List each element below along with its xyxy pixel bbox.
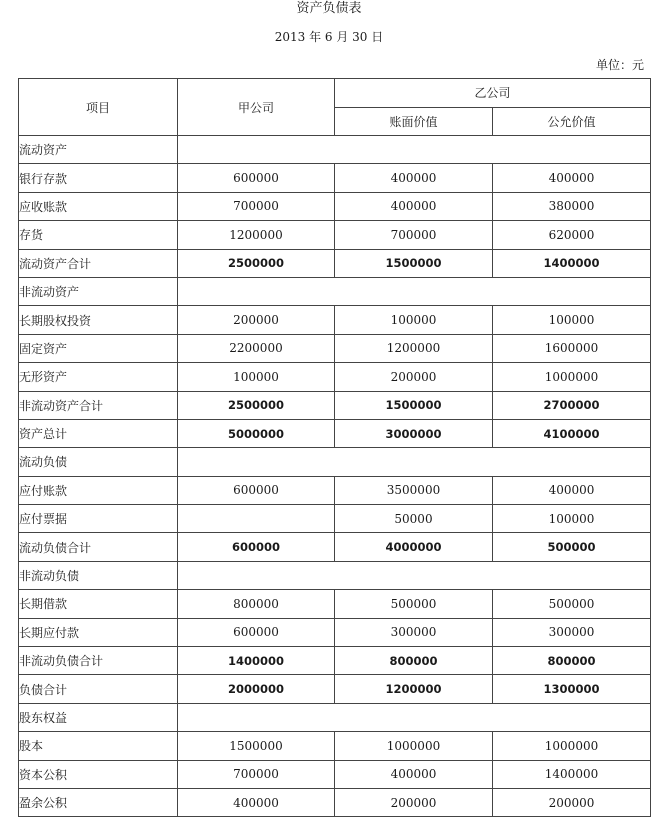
table-row — [19, 419, 651, 447]
section-label: 非流动资产 — [19, 277, 178, 305]
table-row — [19, 221, 651, 249]
company-a-value: 700000 — [178, 192, 335, 220]
company-b-fair-value: 380000 — [493, 192, 651, 220]
company-a-value: 600000 — [178, 476, 335, 504]
header-fair-value: 公允价值 — [493, 107, 651, 136]
company-b-fair-value: 1000000 — [493, 732, 651, 760]
company-b-book-value: 4000000 — [335, 533, 493, 561]
row-label: 长期股权投资 — [19, 306, 178, 334]
company-a-value: 5000000 — [178, 419, 335, 447]
company-b-book-value: 400000 — [335, 192, 493, 220]
company-b-fair-value: 1300000 — [493, 675, 651, 703]
balance-sheet-table — [18, 78, 651, 817]
table-row — [19, 647, 651, 675]
company-b-fair-value: 500000 — [493, 590, 651, 618]
company-b-book-value: 1200000 — [335, 334, 493, 362]
company-b-book-value: 3000000 — [335, 419, 493, 447]
company-a-value: 2200000 — [178, 334, 335, 362]
company-b-fair-value: 400000 — [493, 476, 651, 504]
section-label: 非流动负债 — [19, 561, 178, 589]
company-a-value: 600000 — [178, 533, 335, 561]
row-label: 应收账款 — [19, 192, 178, 220]
company-b-book-value: 3500000 — [335, 476, 493, 504]
company-b-fair-value: 500000 — [493, 533, 651, 561]
company-a-value: 400000 — [178, 788, 335, 816]
row-label: 长期应付款 — [19, 618, 178, 646]
header-book-value: 账面价值 — [335, 107, 493, 136]
table-row — [19, 505, 651, 533]
section-blank-cell — [178, 561, 651, 589]
company-b-book-value: 1200000 — [335, 675, 493, 703]
company-b-book-value: 300000 — [335, 618, 493, 646]
section-label: 流动资产 — [19, 136, 178, 164]
company-a-value: 1500000 — [178, 732, 335, 760]
table-row — [19, 675, 651, 703]
company-a-value: 800000 — [178, 590, 335, 618]
table-row — [19, 363, 651, 391]
header-company-a: 甲公司 — [178, 79, 335, 136]
company-b-fair-value: 2700000 — [493, 391, 651, 419]
company-b-book-value: 50000 — [335, 505, 493, 533]
row-label: 股本 — [19, 732, 178, 760]
company-a-value: 2000000 — [178, 675, 335, 703]
company-b-fair-value: 400000 — [493, 164, 651, 192]
row-label: 负债合计 — [19, 675, 178, 703]
table-row — [19, 618, 651, 646]
company-b-book-value: 500000 — [335, 590, 493, 618]
company-b-book-value: 1500000 — [335, 249, 493, 277]
company-a-value: 700000 — [178, 760, 335, 788]
unit-label: 单位：元 — [595, 58, 644, 72]
table-row — [19, 164, 651, 192]
section-row — [19, 561, 651, 589]
company-a-value: 100000 — [178, 363, 335, 391]
row-label: 存货 — [19, 221, 178, 249]
company-a-value: 2500000 — [178, 249, 335, 277]
row-label: 流动资产合计 — [19, 249, 178, 277]
table-row — [19, 732, 651, 760]
company-b-fair-value: 800000 — [493, 647, 651, 675]
company-b-fair-value: 300000 — [493, 618, 651, 646]
row-label: 银行存款 — [19, 164, 178, 192]
company-b-book-value: 100000 — [335, 306, 493, 334]
section-row — [19, 277, 651, 305]
section-blank-cell — [178, 136, 651, 164]
section-row — [19, 136, 651, 164]
company-b-fair-value: 1400000 — [493, 760, 651, 788]
row-label: 资产总计 — [19, 419, 178, 447]
company-b-fair-value: 100000 — [493, 306, 651, 334]
row-label: 资本公积 — [19, 760, 178, 788]
row-label: 流动负债合计 — [19, 533, 178, 561]
table-row — [19, 760, 651, 788]
company-b-book-value: 200000 — [335, 363, 493, 391]
company-a-value: 1400000 — [178, 647, 335, 675]
document-title: 资产负债表 — [296, 1, 362, 16]
company-b-fair-value: 1600000 — [493, 334, 651, 362]
table-row — [19, 476, 651, 504]
company-a-value — [178, 505, 335, 533]
table-row — [19, 391, 651, 419]
company-a-value: 2500000 — [178, 391, 335, 419]
row-label: 非流动负债合计 — [19, 647, 178, 675]
row-label: 非流动资产合计 — [19, 391, 178, 419]
company-a-value: 200000 — [178, 306, 335, 334]
table-row — [19, 249, 651, 277]
company-b-book-value: 400000 — [335, 760, 493, 788]
section-blank-cell — [178, 448, 651, 476]
company-b-fair-value: 100000 — [493, 505, 651, 533]
section-label: 股东权益 — [19, 703, 178, 731]
company-b-book-value: 200000 — [335, 788, 493, 816]
section-row — [19, 703, 651, 731]
report-date: 2013 年 6 月 30 日 — [274, 30, 384, 44]
row-label: 盈余公积 — [19, 788, 178, 816]
table-row — [19, 192, 651, 220]
header-company-b: 乙公司 — [335, 79, 651, 108]
company-b-book-value: 800000 — [335, 647, 493, 675]
row-label: 无形资产 — [19, 363, 178, 391]
company-b-fair-value: 200000 — [493, 788, 651, 816]
table-row — [19, 788, 651, 816]
company-b-book-value: 1000000 — [335, 732, 493, 760]
row-label: 应付票据 — [19, 505, 178, 533]
company-b-fair-value: 4100000 — [493, 419, 651, 447]
company-a-value: 1200000 — [178, 221, 335, 249]
row-label: 固定资产 — [19, 334, 178, 362]
table-row — [19, 533, 651, 561]
table-header-row — [19, 79, 651, 108]
company-b-fair-value: 1400000 — [493, 249, 651, 277]
section-blank-cell — [178, 277, 651, 305]
company-b-book-value: 1500000 — [335, 391, 493, 419]
company-b-fair-value: 1000000 — [493, 363, 651, 391]
section-label: 流动负债 — [19, 448, 178, 476]
header-item: 项目 — [19, 79, 178, 136]
section-blank-cell — [178, 703, 651, 731]
company-b-book-value: 400000 — [335, 164, 493, 192]
company-a-value: 600000 — [178, 618, 335, 646]
section-row — [19, 448, 651, 476]
table-row — [19, 334, 651, 362]
company-b-book-value: 700000 — [335, 221, 493, 249]
company-a-value: 600000 — [178, 164, 335, 192]
row-label: 应付账款 — [19, 476, 178, 504]
row-label: 长期借款 — [19, 590, 178, 618]
table-body — [19, 136, 651, 817]
table-row — [19, 306, 651, 334]
table-row — [19, 590, 651, 618]
company-b-fair-value: 620000 — [493, 221, 651, 249]
